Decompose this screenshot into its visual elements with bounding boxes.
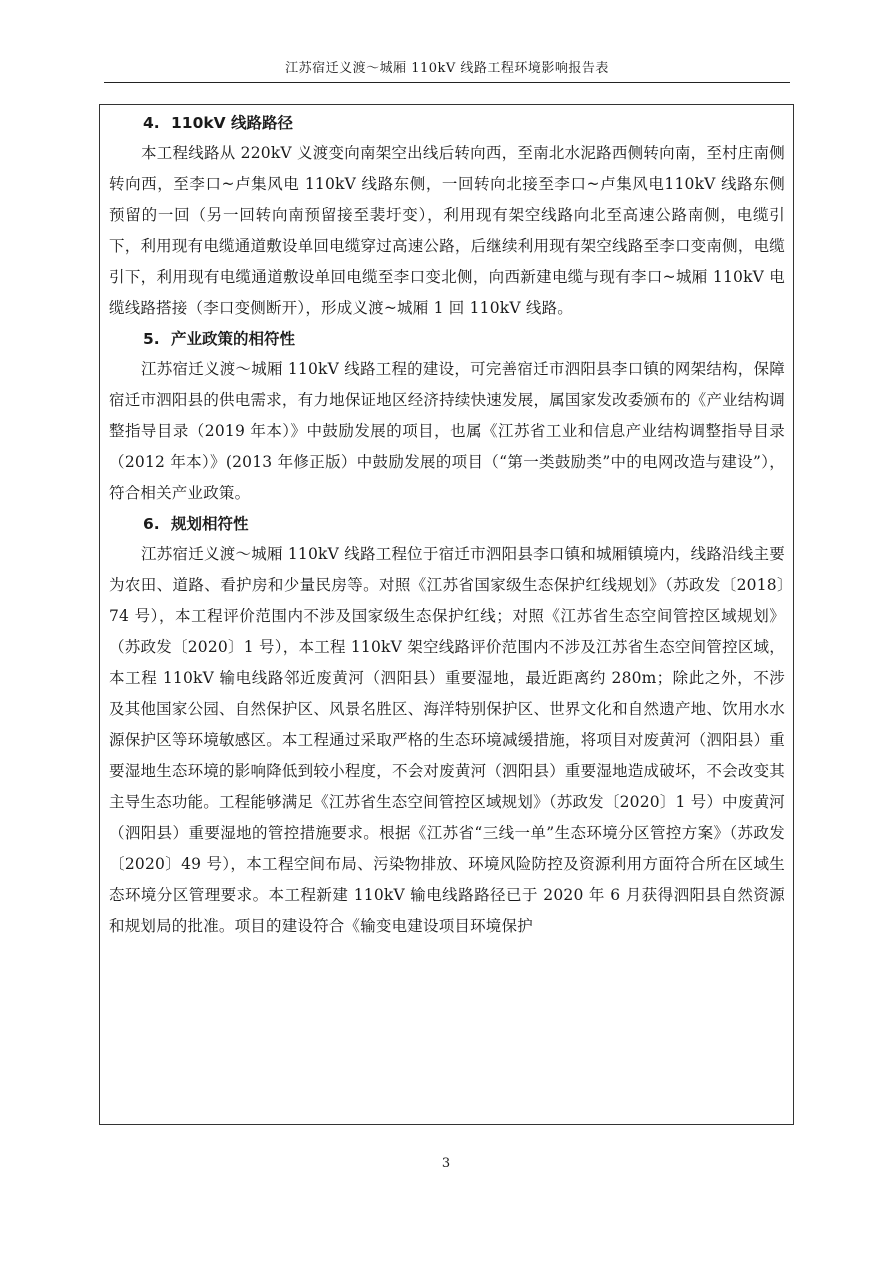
page-number: 3 bbox=[441, 1156, 451, 1171]
section-number: 5. bbox=[143, 330, 160, 348]
section-heading-planning bbox=[109, 509, 785, 539]
section-heading-route bbox=[109, 108, 785, 138]
section-number: 6. bbox=[143, 515, 160, 533]
content-box bbox=[99, 104, 794, 1125]
section-heading-policy bbox=[109, 324, 785, 354]
section-paragraph-route: 本工程线路从 220kV 义渡变向南架空出线后转向西，至南北水泥路西侧转向南，至村庄南侧转向西，至李口~卢集风电 110kV 线路东侧，一回转向北接至李口~卢集风电110kV 线路东侧预留的一回（另一回转向南预留接至裴圩变），利用现有架空线路向北至高速公路南侧，电缆引下，利用现有电缆通道敷设单回电缆穿过高速公路，后继续利用现有架空线路至李口变南侧，电缆引下，利用现有电缆通道敷设单回电缆至李口变北侧，向西新建电缆与现有李口~城厢 110kV 电缆线路搭接（李口变侧断开），形成义渡~城厢 1 回 110kV 线路。 bbox=[109, 144, 785, 317]
page-header-title: 江苏宿迁义渡～城厢 110kV 线路工程环境影响报告表 bbox=[285, 61, 609, 76]
section-paragraph-planning: 江苏宿迁义渡～城厢 110kV 线路工程位于宿迁市泗阳县李口镇和城厢镇境内，线路沿线主要为农田、道路、看护房和少量民房等。对照《江苏省国家级生态保护红线规划》（苏政发〔2018〕74 号），本工程评价范围内不涉及国家级生态保护红线；对照《江苏省生态空间管控区域规划》（苏政发〔2020〕1 号），本工程 110kV 架空线路评价范围内不涉及江苏省生态空间管控区域，本工程 110kV 输电线路邻近废黄河（泗阳县）重要湿地，最近距离约 280m；除此之外，不涉及其他国家公园、自然保护区、风景名胜区、海洋特别保护区、世界文化和自然遗产地、饮用水水源保护区等环境敏感区。本工程通过采取严格的生态环境减缓措施，将项目对废黄河（泗阳县）重要湿地生态环境的影响降低到较小程度，不会对废黄河（泗阳县）重要湿地造成破坏，不会改变其主导生态功能。工程能够满足《江苏省生态空间管控区域规划》（苏政发〔2020〕1 号）中废黄河（泗阳县）重要湿地的管控措施要求。根据《江苏省“三线一单”生态环境分区管控方案》（苏政发〔2020〕49 号），本工程空间布局、污染物排放、环境风险防控及资源利用方面符合所在区域生态环境分区管理要求。本工程新建 110kV 输电线路路径已于 2020 年 6 月获得泗阳县自然资源和规划局的批准。项目的建设符合《输变电建设项目环境保护 bbox=[109, 545, 785, 935]
section-title: 产业政策的相符性 bbox=[171, 330, 296, 348]
section-title: 规划相符性 bbox=[171, 515, 249, 533]
section-paragraph-policy: 江苏宿迁义渡～城厢 110kV 线路工程的建设，可完善宿迁市泗阳县李口镇的网架结构，保障宿迁市泗阳县的供电需求，有力地保证地区经济持续快速发展，属国家发改委颁布的《产业结构调整指导目录（2019 年本）》中鼓励发展的项目，也属《江苏省工业和信息产业结构调整指导目录（2012 年本）》(2013 年修正版）中鼓励发展的项目（“第一类鼓励类”中的电网改造与建设”），符合相关产业政策。 bbox=[109, 360, 785, 502]
section-title: 110kV 线路路径 bbox=[171, 114, 294, 132]
section-number: 4. bbox=[143, 114, 160, 132]
header-rule bbox=[104, 82, 790, 83]
